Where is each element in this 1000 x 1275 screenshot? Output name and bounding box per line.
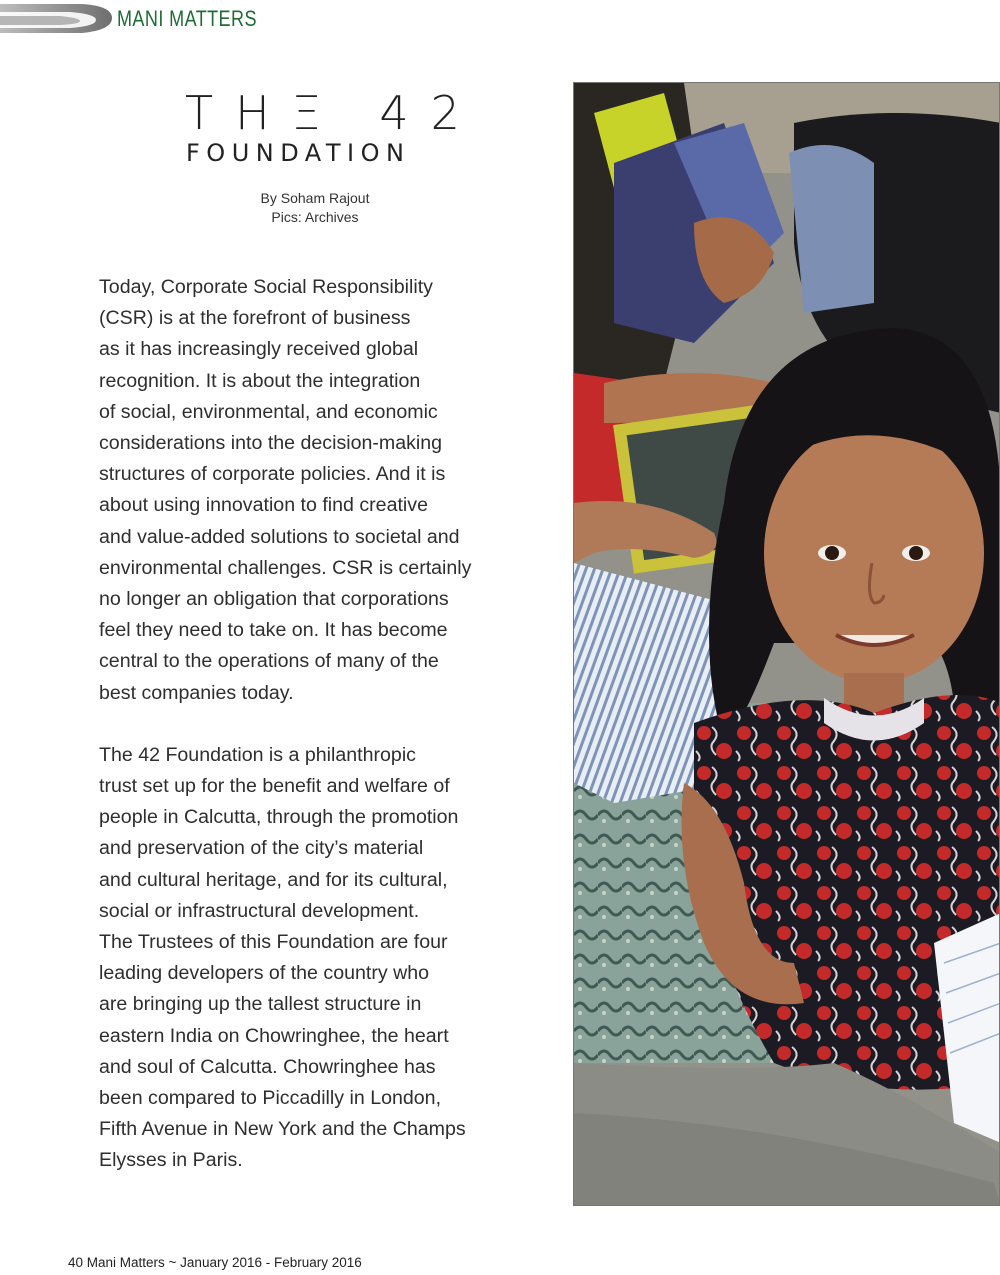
feature-photo (573, 82, 1000, 1206)
article-credits (200, 189, 430, 227)
article-body (99, 272, 509, 1177)
logo-line-1: THΞ 42 (185, 86, 482, 140)
header-swoosh-graphic (0, 0, 120, 40)
foundation-logo (180, 86, 482, 172)
article-paragraph-1: Today, Corporate Social Responsibility (CSR) is at the forefront of business as it has increasingly received global recognition. It is about the integration of social, environmental, and economic considerations into the decision-making structures of corporate policies. And it is about using innovation to find creative and value-added solutions to societal and environmental challenges. CSR is certainly no longer an obligation that corporations feel they need to take on. It has become central to the operations of many of the best companies today. (99, 276, 472, 704)
logo-line-2: FOUNDATION (186, 139, 411, 167)
photo-credit: Pics: Archives (271, 209, 359, 225)
photo-girl-smiling-icon (574, 83, 1000, 1206)
page-footer: 40 Mani Matters ~ January 2016 - February 2016 (68, 1255, 362, 1270)
author-byline: By Soham Rajout (260, 190, 370, 206)
section-label: MANI MATTERS (117, 6, 257, 31)
article-paragraph-2: The 42 Foundation is a philanthropic trust set up for the benefit and welfare of people in Calcutta, through the promotion and preservation of the city’s material and cultural heritage, and for its cultural, social or infrastructural development. The Trustees of this Foundation are four leading developers of the country who are bringing up the tallest structure in eastern India on Chowringhee, the heart and soul of Calcutta. Chowringhee has been compared to Piccadilly in London, Fifth Avenue in New York and the Champs Elysses in Paris. (99, 743, 466, 1172)
